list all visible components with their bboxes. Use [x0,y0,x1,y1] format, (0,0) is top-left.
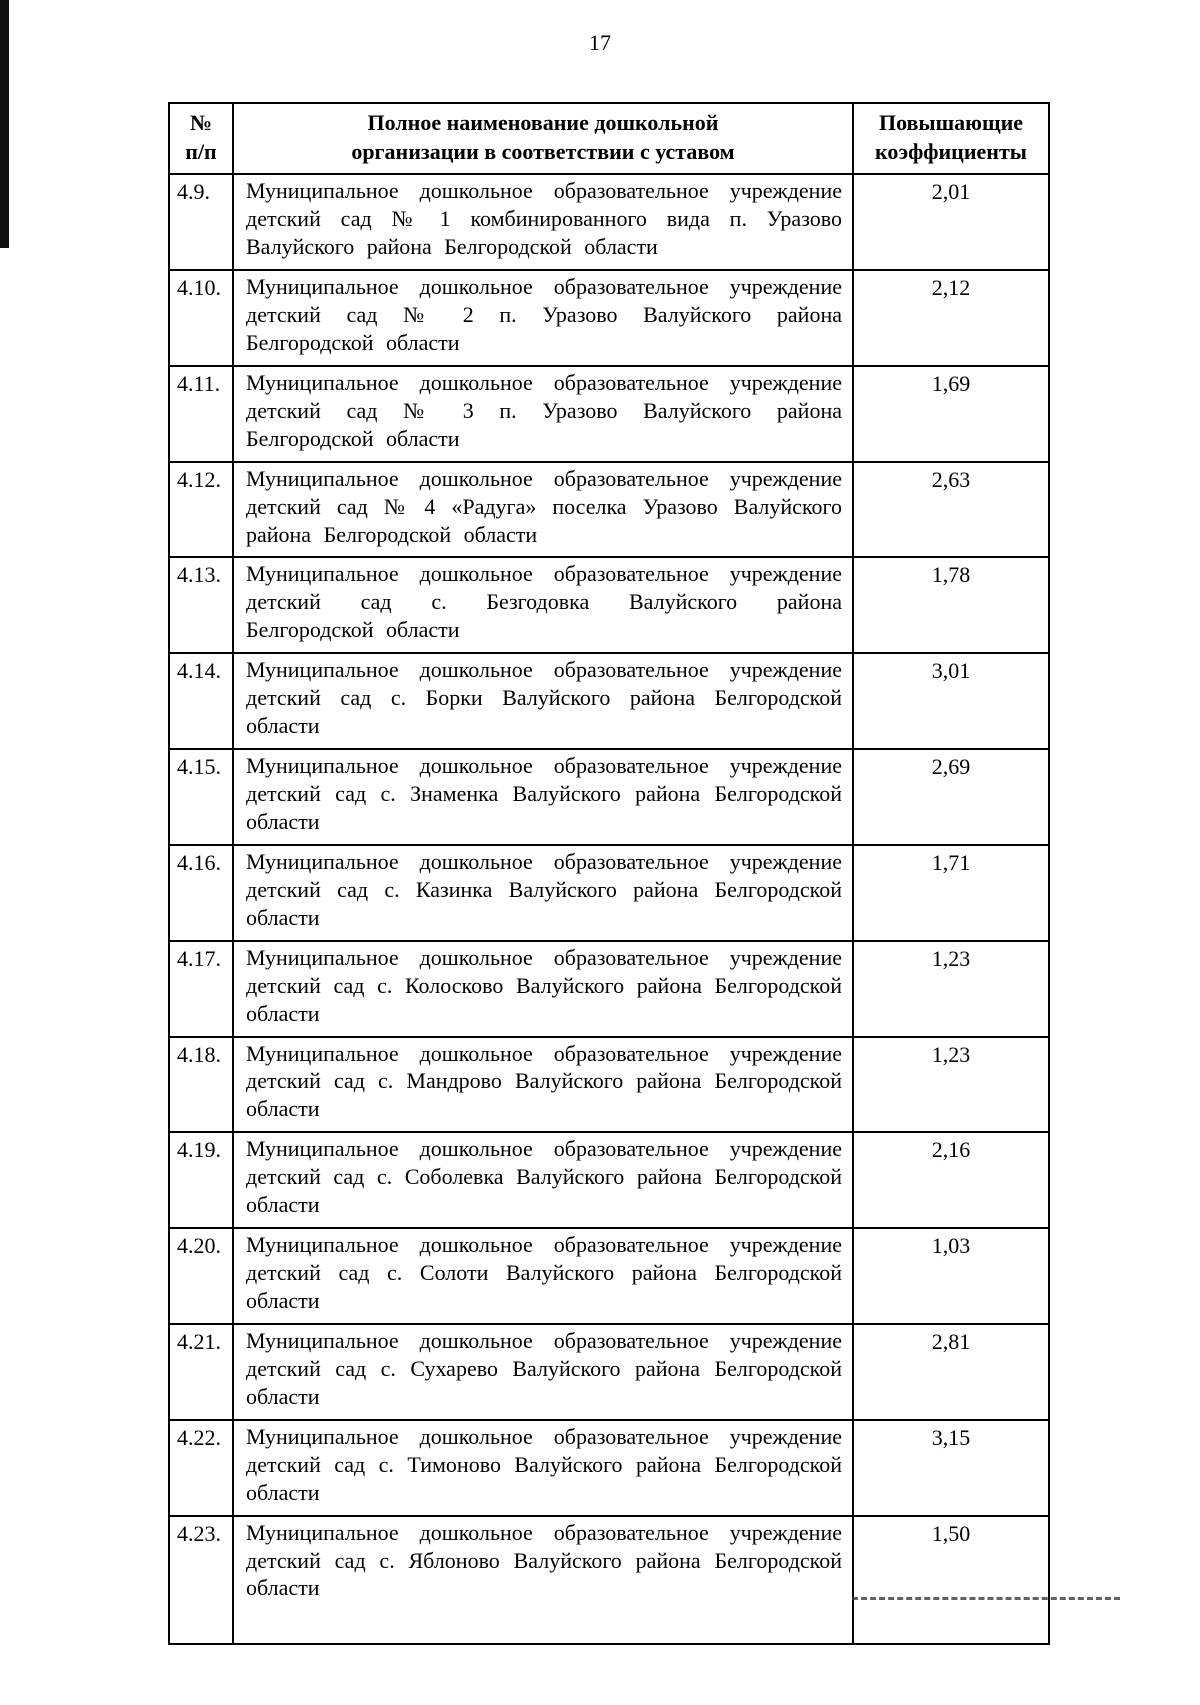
table-row [169,1228,1049,1324]
cell-row-number: 4.12. [169,462,233,558]
cell-coefficient: 3,01 [853,653,1049,749]
coefficients-table [168,102,1050,1645]
header-num-line1: № [189,110,213,135]
header-num [169,103,233,174]
table-row [169,557,1049,653]
cell-row-number: 4.21. [169,1324,233,1420]
cell-organization-name: Муниципальное дошкольное образовательное учреждение детский сад с. Колосково Валуйского района Белгородской области [233,941,853,1037]
cell-organization-name: Муниципальное дошкольное образовательное учреждение детский сад с. Соболевка Валуйского района Белгородской области [233,1132,853,1228]
table-row [169,462,1049,558]
cell-organization-name: Муниципальное дошкольное образовательное учреждение детский сад с. Казинка Валуйского района Белгородской области [233,845,853,941]
cell-coefficient: 2,63 [853,462,1049,558]
cell-coefficient: 2,16 [853,1132,1049,1228]
cell-row-number: 4.14. [169,653,233,749]
cell-organization-name: Муниципальное дошкольное образовательное учреждение детский сад с. Сухарево Валуйского района Белгородской области [233,1324,853,1420]
cell-organization-name: Муниципальное дошкольное образовательное учреждение детский сад № 2 п. Уразово Валуйского района Белгородской области [233,270,853,366]
table-row [169,941,1049,1037]
cell-coefficient: 1,71 [853,845,1049,941]
cell-coefficient: 1,23 [853,1037,1049,1133]
table-row [169,1324,1049,1420]
header-name-line1: Полное наименование дошкольной [367,110,719,135]
cell-coefficient: 2,12 [853,270,1049,366]
cell-row-number: 4.16. [169,845,233,941]
header-name [233,103,853,174]
cell-row-number: 4.11. [169,366,233,462]
cell-row-number: 4.20. [169,1228,233,1324]
cell-row-number: 4.18. [169,1037,233,1133]
table-row [169,845,1049,941]
table-row [169,653,1049,749]
header-num-line2: п/п [185,138,217,164]
cell-organization-name: Муниципальное дошкольное образовательное учреждение детский сад с. Тимоново Валуйского района Белгородской области [233,1420,853,1516]
table-row [169,174,1049,270]
cell-organization-name: Муниципальное дошкольное образовательное учреждение детский сад № 4 «Радуга» поселка Уразово Валуйского района Белгородской области [233,462,853,558]
table-row [169,1037,1049,1133]
table-row [169,1420,1049,1516]
page-number: 17 [589,30,611,55]
cell-organization-name: Муниципальное дошкольное образовательное учреждение детский сад с. Солоти Валуйского района Белгородской области [233,1228,853,1324]
table-body [169,174,1049,1643]
cell-row-number: 4.23. [169,1516,233,1644]
cell-row-number: 4.10. [169,270,233,366]
table-header [169,103,1049,174]
cell-coefficient: 1,78 [853,557,1049,653]
table-row [169,1516,1049,1644]
cell-row-number: 4.17. [169,941,233,1037]
cell-row-number: 4.13. [169,557,233,653]
cell-coefficient: 2,01 [853,174,1049,270]
header-row [169,103,1049,174]
cell-row-number: 4.15. [169,749,233,845]
cell-row-number: 4.9. [169,174,233,270]
table-row [169,749,1049,845]
header-coef [853,103,1049,174]
cell-organization-name: Муниципальное дошкольное образовательное учреждение детский сад с. Борки Валуйского района Белгородской области [233,653,853,749]
header-name-line2: организации в соответствии с уставом [351,138,735,164]
cell-coefficient: 1,23 [853,941,1049,1037]
cell-organization-name: Муниципальное дошкольное образовательное учреждение детский сад с. Мандрово Валуйского района Белгородской области [233,1037,853,1133]
cell-organization-name: Муниципальное дошкольное образовательное учреждение детский сад № 3 п. Уразово Валуйского района Белгородской области [233,366,853,462]
cell-organization-name: Муниципальное дошкольное образовательное учреждение детский сад с. Безгодовка Валуйского района Белгородской области [233,557,853,653]
cell-coefficient: 1,03 [853,1228,1049,1324]
cell-row-number: 4.19. [169,1132,233,1228]
cell-coefficient: 3,15 [853,1420,1049,1516]
cell-coefficient: 2,69 [853,749,1049,845]
cell-organization-name: Муниципальное дошкольное образовательное учреждение детский сад № 1 комбинированного вида п. Уразово Валуйского района Белгородской области [233,174,853,270]
header-coef-line1: Повышающие [878,110,1024,135]
scan-artifact [852,1597,1120,1600]
cell-organization-name: Муниципальное дошкольное образовательное учреждение детский сад с. Знаменка Валуйского района Белгородской области [233,749,853,845]
cell-coefficient: 2,81 [853,1324,1049,1420]
cell-organization-name: Муниципальное дошкольное образовательное учреждение детский сад с. Яблоново Валуйского района Белгородской области [233,1516,853,1644]
cell-coefficient: 1,69 [853,366,1049,462]
table-row [169,1132,1049,1228]
cell-row-number: 4.22. [169,1420,233,1516]
header-coef-line2: коэффициенты [875,138,1027,164]
cell-coefficient: 1,50 [853,1516,1049,1644]
table-row [169,270,1049,366]
table-row [169,366,1049,462]
